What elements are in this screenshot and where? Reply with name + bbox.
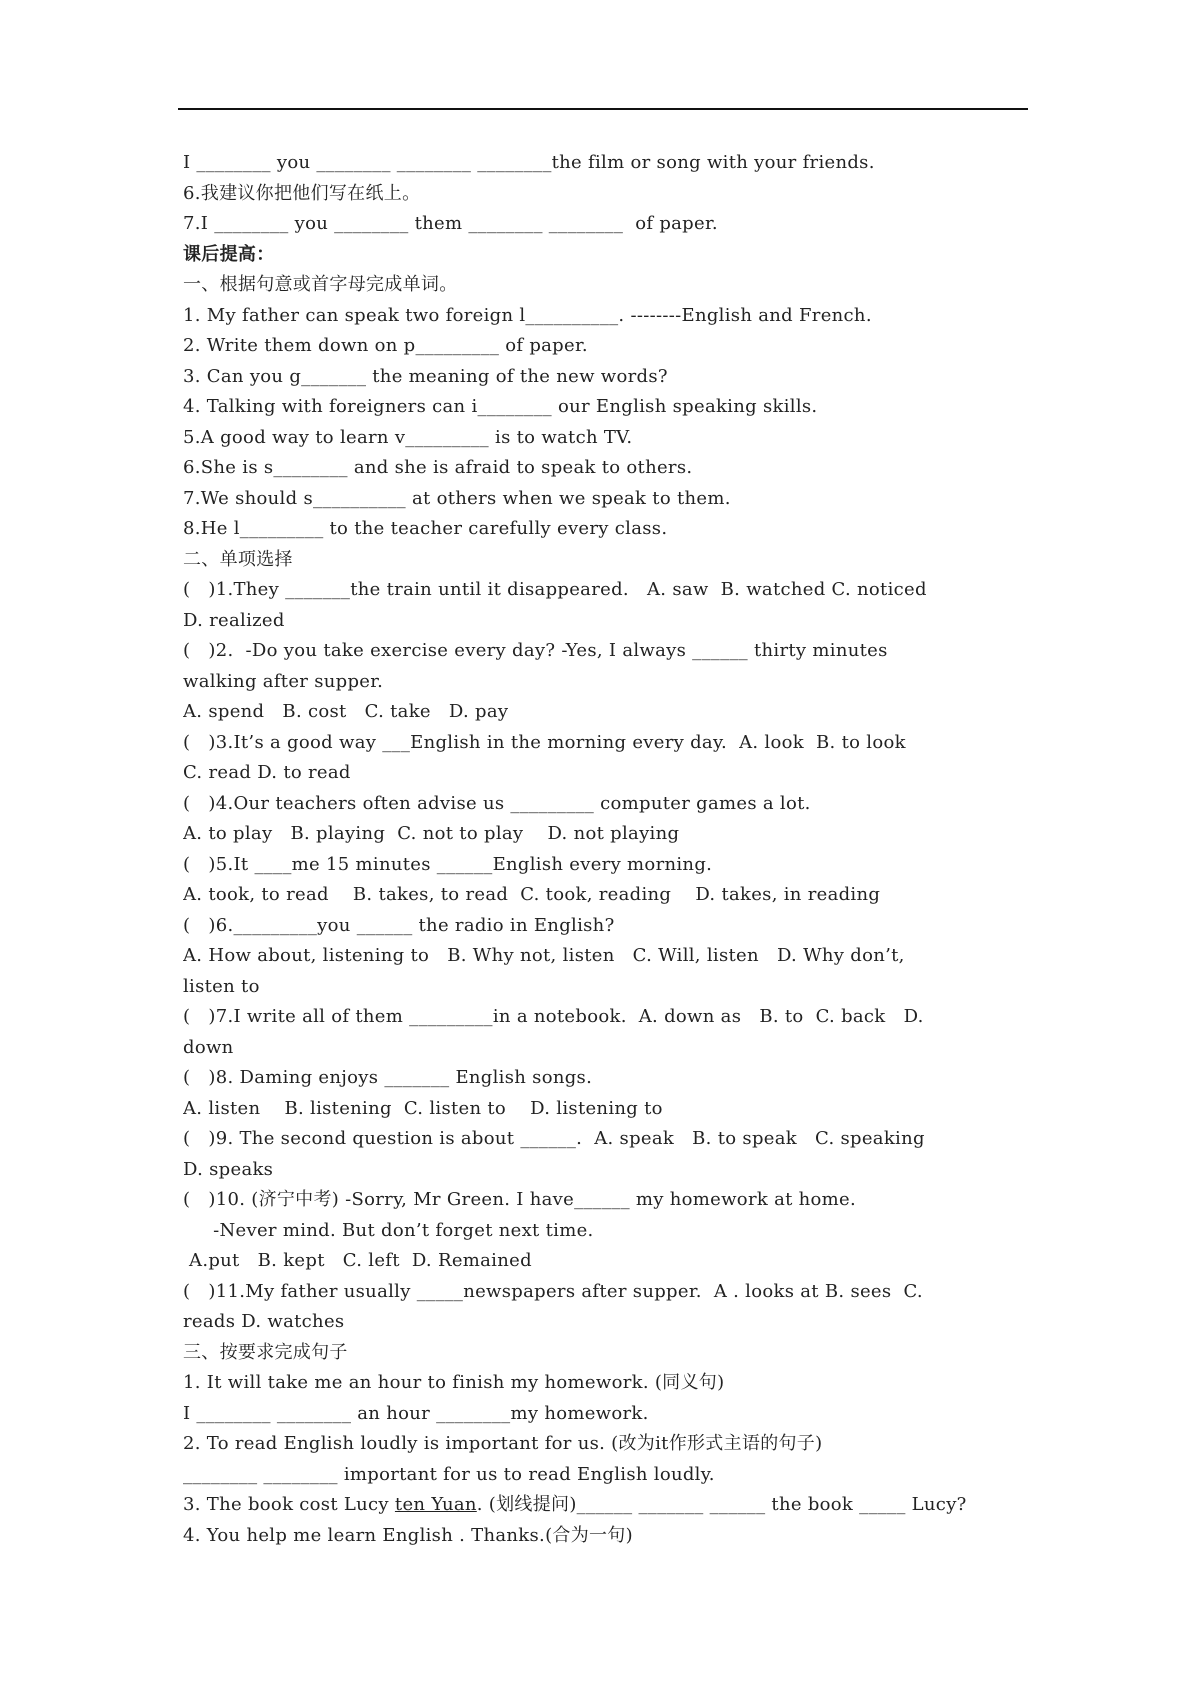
underlined-phrase: ten Yuan	[394, 1494, 477, 1515]
text-line: walking after supper.	[183, 670, 384, 692]
text-line: A.put B. kept C. left D. Remained	[183, 1250, 532, 1271]
text-line: -Never mind. But don’t forget next time.	[183, 1219, 594, 1241]
text-line: 3. Can you g_______ the meaning of the new words?	[183, 365, 668, 387]
text-line: A. listen B. listening C. listen to D. listening to	[183, 1097, 663, 1119]
text-line: 2. To read English loudly is important for us. (改为it作形式主语的句子)	[183, 1433, 823, 1454]
text-line: 1. It will take me an hour to finish my homework. (同义句)	[183, 1372, 725, 1393]
text-line: ( )6._________you ______ the radio in English?	[183, 914, 615, 936]
line-text: 3. The book cost Lucy	[183, 1494, 395, 1515]
text-line: 7.I ________ you ________ them ________ ________ of paper.	[183, 213, 718, 234]
text-line: A. How about, listening to B. Why not, listen C. Will, listen D. Why don’t,	[183, 945, 905, 966]
worksheet-body	[183, 148, 1028, 1551]
text-line: 6.我建议你把他们写在纸上。	[183, 182, 421, 204]
text-line: ( )1.They _______the train until it disappeared. A. saw B. watched C. noticed	[183, 579, 927, 600]
text-line: A. to play B. playing C. not to play D. not playing	[183, 823, 680, 844]
text-line: 8.He l_________ to the teacher carefully every class.	[183, 518, 668, 539]
text-line: 二、单项选择	[183, 548, 293, 570]
text-line: reads D. watches	[183, 1311, 345, 1332]
text-line: 7.We should s__________ at others when we speak to them.	[183, 487, 731, 509]
text-line: ( )10. (济宁中考) -Sorry, Mr Green. I have______ my homework at home.	[183, 1189, 857, 1210]
header-rule	[178, 108, 1028, 110]
text-line: 4. You help me learn English . Thanks.(合为一句)	[183, 1524, 633, 1546]
text-line: 三、按要求完成句子	[183, 1341, 348, 1363]
text-line: ________ ________ important for us to read English loudly.	[183, 1463, 715, 1485]
text-line: I ________ you ________ ________ ________the film or song with your friends.	[183, 152, 875, 173]
text-line: D. realized	[183, 609, 285, 631]
text-line: ( )5.It ____me 15 minutes ______English every morning.	[183, 853, 713, 875]
text-line: ( )11.My father usually _____newspapers after supper. A . looks at B. sees C.	[183, 1280, 923, 1302]
text-line: 一、根据句意或首字母完成单词。	[183, 274, 458, 295]
text-line: A. took, to read B. takes, to read C. took, reading D. takes, in reading	[183, 884, 881, 905]
text-line: 6.She is s________ and she is afraid to speak to others.	[183, 457, 693, 478]
text-line: 1. My father can speak two foreign l__________. --------English and French.	[183, 304, 872, 326]
text-line: ( )4.Our teachers often advise us _________ computer games a lot.	[183, 792, 811, 814]
text-line: 2. Write them down on p_________ of paper.	[183, 335, 588, 356]
line-text: . (划线提问)______ _______ ______ the book _____ Lucy?	[476, 1494, 967, 1515]
text-line: 4. Talking with foreigners can i________ our English speaking skills.	[183, 396, 818, 417]
text-line: A. spend B. cost C. take D. pay	[183, 701, 509, 722]
text-line: D. speaks	[183, 1158, 274, 1180]
text-line: ( )7.I write all of them _________in a notebook. A. down as B. to C. back D.	[183, 1006, 924, 1027]
text-line: I ________ ________ an hour ________my homework.	[183, 1402, 649, 1424]
text-line: ( )8. Daming enjoys _______ English songs.	[183, 1067, 593, 1088]
text-line: C. read D. to read	[183, 762, 351, 783]
text-line: ( )9. The second question is about ______. A. speak B. to speak C. speaking	[183, 1128, 925, 1149]
text-line: 5.A good way to learn v_________ is to watch TV.	[183, 426, 633, 448]
text-line: listen to	[183, 975, 260, 997]
section-heading: 课后提高：	[183, 243, 275, 265]
text-line	[183, 1490, 1028, 1521]
text-line: down	[183, 1036, 234, 1058]
text-line: ( )2. -Do you take exercise every day? -Yes, I always ______ thirty minutes	[183, 640, 888, 661]
text-line: ( )3.It’s a good way ___English in the morning every day. A. look B. to look	[183, 731, 906, 753]
